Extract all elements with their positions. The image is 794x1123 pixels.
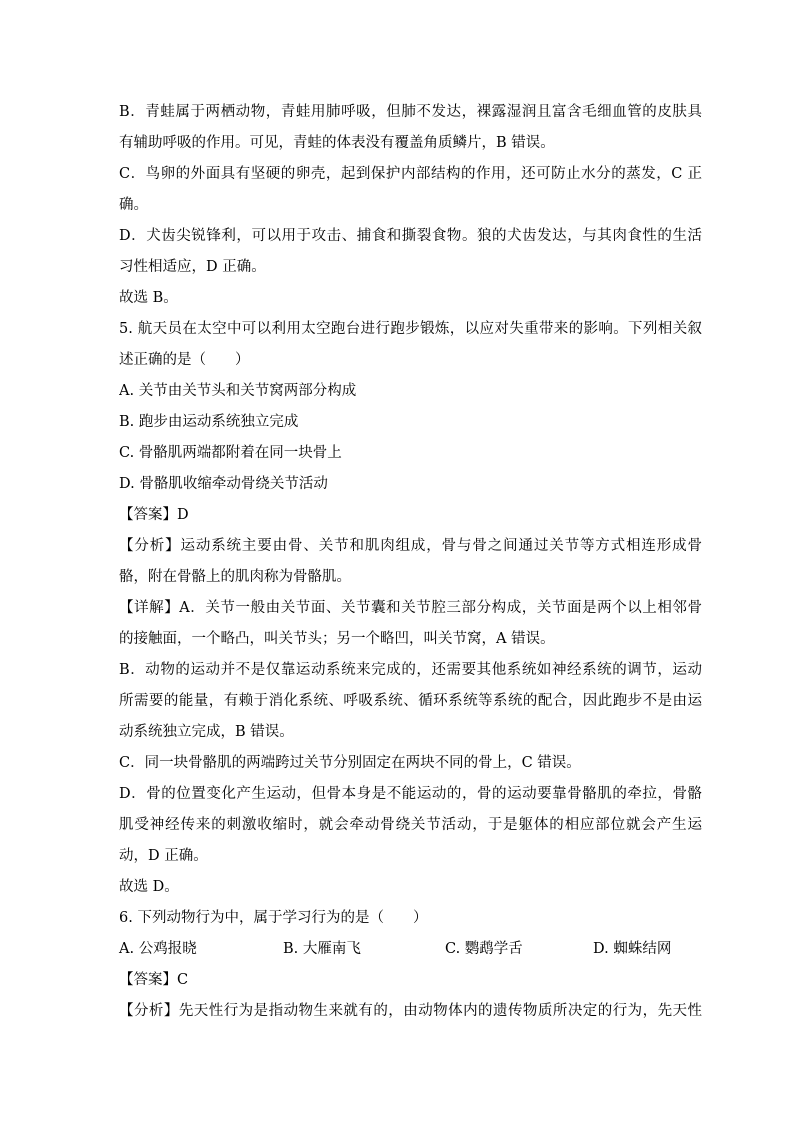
detail-text: C．同一块骨骼肌的两端跨过关节分别固定在两块不同的骨上，C 错误。 <box>119 755 581 771</box>
detail-text: 所需要的能量，有赖于消化系统、呼吸系统、循环系统等系统的配合，因此跑步不是由运 <box>119 693 702 709</box>
question-6-stem: 6. 下列动物行为中，属于学习行为的是（ ） <box>119 910 428 926</box>
detail-text: 动系统独立完成，B 错误。 <box>119 724 294 740</box>
detail-text: B．动物的运动并不是仅靠运动系统来完成的，还需要其他系统如神经系统的调节，运动 <box>119 662 702 678</box>
analysis-text: 【分析】先天性行为是指动物生来就有的，由动物体内的遗传物质所决定的行为，先天性 <box>119 1003 702 1019</box>
analysis-text: 骼，附在骨骼上的肌肉称为骨骼肌。 <box>119 569 351 585</box>
text-line: 习性相适应，D 正确。 <box>119 259 266 275</box>
analysis-text: 【分析】运动系统主要由骨、关节和肌肉组成，骨与骨之间通过关节等方式相连形成骨 <box>119 538 702 554</box>
detail-text: 肌受神经传来的刺激收缩时，就会牵动骨绕关节活动，于是躯体的相应部位就会产生运 <box>119 817 702 833</box>
text-line: 有辅助呼吸的作用。可见，青蛙的体表没有覆盖角质鳞片，B 错误。 <box>119 135 555 151</box>
detail-text: 【详解】A．关节一般由关节面、关节囊和关节腔三部分构成，关节面是两个以上相邻骨 <box>119 600 702 616</box>
detail-text: 的接触面，一个略凸，叫关节头；另一个略凹，叫关节窝，A 错误。 <box>119 631 555 647</box>
detail-text: D．骨的位置变化产生运动，但骨本身是不能运动的，骨的运动要靠骨骼肌的牵拉，骨骼 <box>119 786 702 802</box>
option-a: A. 关节由关节头和关节窝两部分构成 <box>119 383 357 399</box>
q6-option-a: A. 公鸡报晓 <box>119 941 197 957</box>
q6-option-c: C. 鹦鹉学舌 <box>445 941 523 957</box>
answer-label: 【答案】D <box>119 507 189 523</box>
text-line: 确。 <box>119 197 148 213</box>
answer-label: 【答案】C <box>119 972 189 988</box>
detail-text: 动，D 正确。 <box>119 848 208 864</box>
question-5-stem: 5. 航天员在太空中可以利用太空跑台进行跑步锻炼，以应对失重带来的影响。下列相关叙 <box>119 321 702 337</box>
text-line: C．鸟卵的外面具有坚硬的卵壳，起到保护内部结构的作用，还可防止水分的蒸发，C 正 <box>119 166 702 182</box>
option-c: C. 骨骼肌两端都附着在同一块骨上 <box>119 445 342 461</box>
option-d: D. 骨骼肌收缩牵动骨绕关节活动 <box>119 476 328 492</box>
q6-option-b: B. 大雁南飞 <box>283 941 361 957</box>
option-b: B. 跑步由运动系统独立完成 <box>119 414 299 430</box>
question-6-options <box>119 934 702 965</box>
text-line: B．青蛙属于两栖动物，青蛙用肺呼吸，但肺不发达，裸露湿润且富含毛细血管的皮肤具 <box>119 104 702 120</box>
q6-option-d: D. 蜘蛛结网 <box>593 941 672 957</box>
text-line: D．犬齿尖锐锋利，可以用于攻击、捕食和撕裂食物。狼的犬齿发达，与其肉食性的生活 <box>119 228 702 244</box>
text-line: 故选 B。 <box>119 290 178 306</box>
conclusion-text: 故选 D。 <box>119 879 179 895</box>
question-5-stem-cont: 述正确的是（ ） <box>119 352 250 368</box>
